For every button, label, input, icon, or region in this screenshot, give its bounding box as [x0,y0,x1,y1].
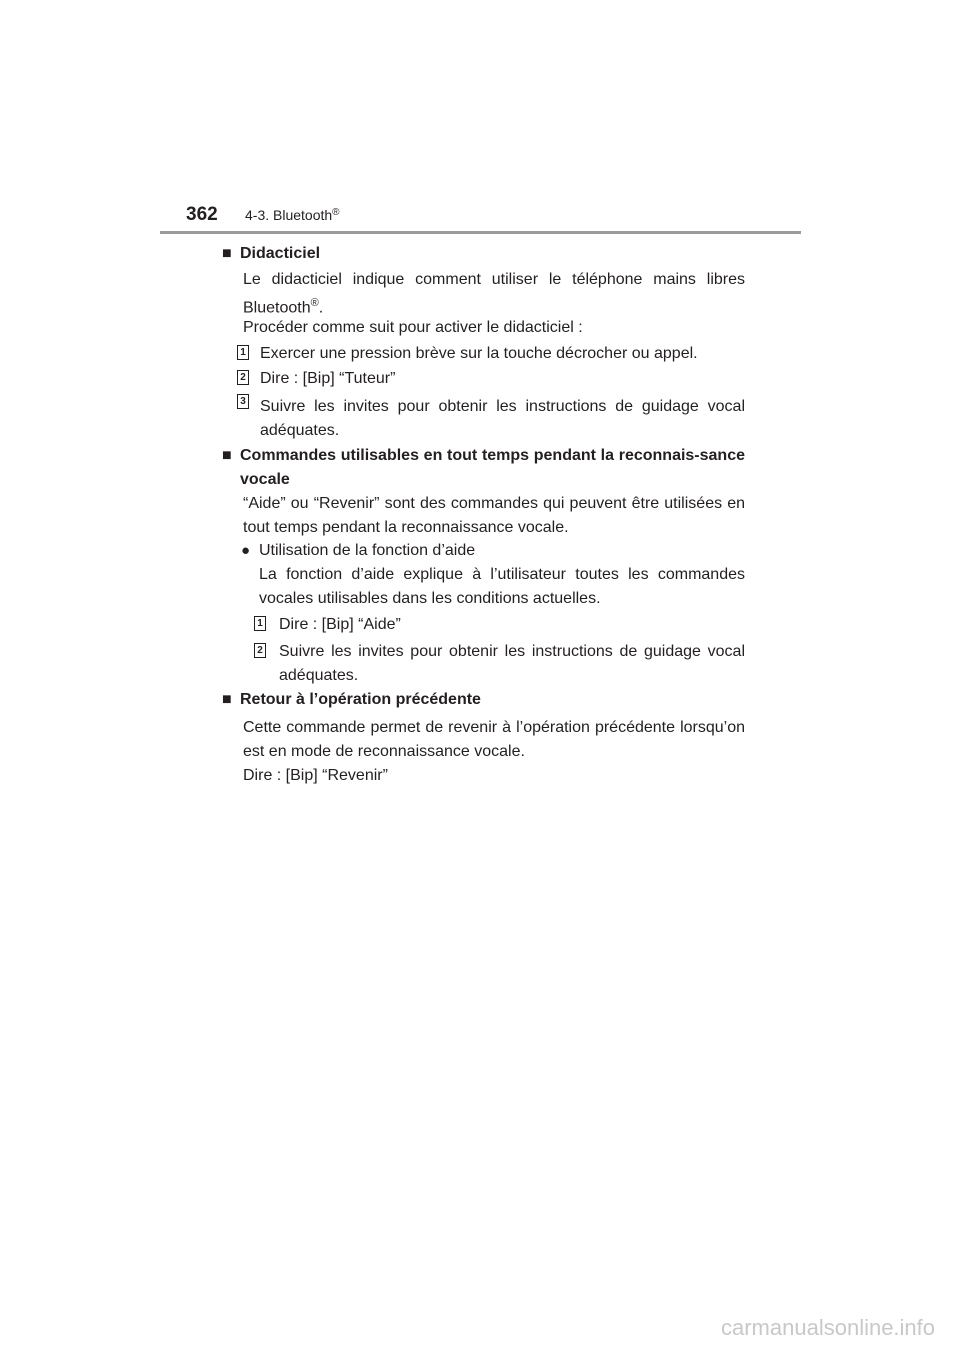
heading-retour [222,688,481,712]
header-rule [160,231,801,234]
didacticiel-intro [243,268,745,319]
intro-text: Le didacticiel indique comment utiliser le téléphone mains libres Bluetooth [243,271,745,316]
step-number-badge: 2 [237,370,249,385]
registered-mark: ® [310,296,319,309]
step-text: Suivre les invites pour obtenir les instructions de guidage vocal adéquates. [260,398,745,439]
intro-end: . [318,298,324,316]
step-text: Suivre les invites pour obtenir les instructions de guidage vocal adéquates. [279,643,745,684]
square-bullet-icon: ■ [222,245,232,262]
step-text: Dire : [Bip] “Tuteur” [260,370,396,387]
square-bullet-icon: ■ [222,691,232,708]
registered-mark: ® [332,207,340,218]
step-text: Exercer une pression brève sur la touche décrocher ou appel. [260,345,698,362]
heading-commandes [222,444,745,491]
aide-intro: La fonction d’aide explique à l’utilisateur toutes les commandes vocales utilisables dans les conditions actuelles. [259,566,745,607]
section-title-text: 4-3. Bluetooth [245,207,333,223]
retour-intro: Cette commande permet de revenir à l’opération précédente lorsqu’on est en mode de reconnaissance vocale. [243,719,745,760]
retour-say: Dire : [Bip] “Revenir” [243,767,388,784]
section-title [245,208,340,222]
step-number-badge: 2 [254,643,266,658]
heading-text: Retour à l’opération précédente [240,691,481,708]
commandes-intro: “Aide” ou “Revenir” sont des commandes qui peuvent être utilisées en tout temps pendant la reconnaissance vocale. [243,495,745,536]
step-number-badge: 3 [237,394,249,409]
procedure-text: Procéder comme suit pour activer le didacticiel : [243,319,583,336]
heading-text: Didacticiel [240,245,321,262]
heading-text: Commandes utilisables en tout temps pendant la reconnais-sance vocale [240,447,745,488]
step-number-badge: 1 [237,345,249,360]
page-number: 362 [186,204,218,225]
square-bullet-icon: ■ [222,447,232,464]
step-text: Dire : [Bip] “Aide” [279,616,401,633]
subtitle-aide: Utilisation de la fonction d’aide [259,542,476,559]
heading-didacticiel [222,242,320,266]
step-number-badge: 1 [254,616,266,631]
round-bullet-icon: ● [241,542,251,559]
page-header [0,0,960,240]
watermark-text: carmanualsonline.info [721,1315,936,1340]
